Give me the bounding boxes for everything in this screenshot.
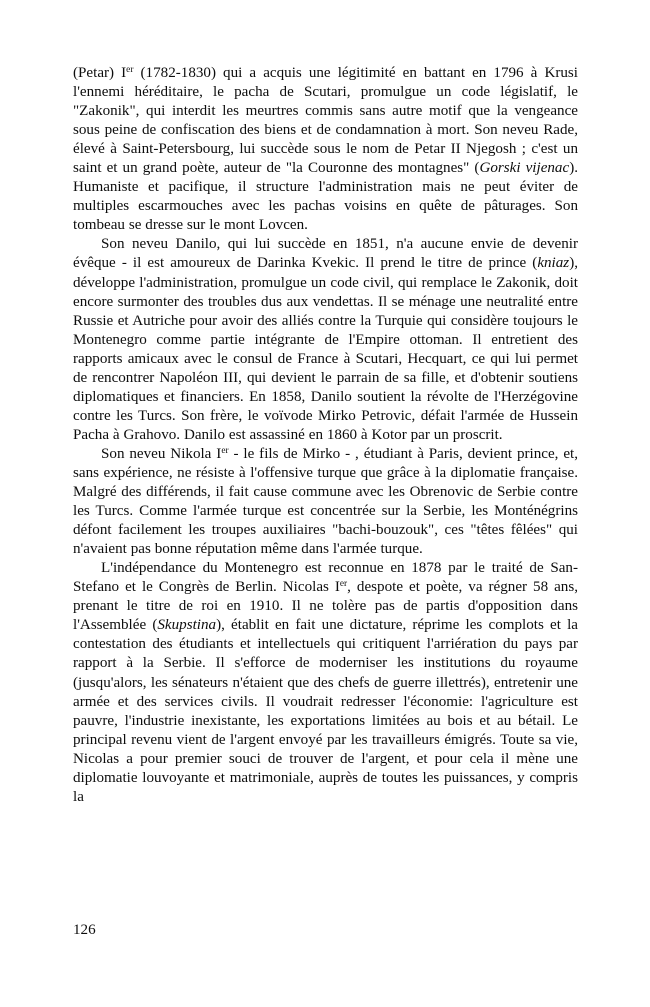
text-run: ). Humaniste et pacifique, il structure l'administration mais ne peut éviter de multiples escarmouches avec les pachas voisins en quête de pâturages. Son tombeau se dresse sur le mont Lovcen. xyxy=(73,160,578,234)
text-run: - le fils de Mirko - , étudiant à Paris, devient prince, et, sans expérience, ne résiste à l'offensive turque que grâce à la diplomatie française. Malgré des différends, il fait cause commune avec les Obrenovic de Serbie contre les Turcs. Comme l'armée turque est concentrée sur la Serbie, les Monténégrins défont facilement les troupes auxiliaires "bachi-bouzouk", ces "têtes fêlées" qui n'avaient pas bonne réputation même dans l'armée turque. xyxy=(73,445,578,558)
ordinal-superscript: er xyxy=(221,446,229,457)
page-number-folio: 126 xyxy=(73,922,96,938)
italic-term: kniaz xyxy=(537,255,570,272)
ordinal-superscript: er xyxy=(339,579,348,590)
paragraph-para-petar-i xyxy=(73,64,578,235)
paragraph-para-danilo xyxy=(73,235,578,445)
page-body-text xyxy=(73,64,578,807)
text-run: (1782-1830) qui a acquis une légitimité en battant en 1796 à Krusi l'ennemi héréditaire, le pacha de Scutari, promulgue un code législatif, le "Zakonik", qui interdit les meurtres commis sans autre motif que la vengeance sous peine de confiscation des biens et de condamnation à mort. Son neveu Rade, élevé à Saint-Petersbourg, lui succède sous le nom de Petar II Njegosh ; c'est un saint et un grand poète, auteur de "la Couronne des montagnes" ( xyxy=(73,65,578,177)
text-run: , despote et poète, va régner 58 ans, prenant le titre de roi en 1910. Il ne tolère pas de partis d'opposition dans l'Assemblée ( xyxy=(73,579,578,634)
text-run: ), développe l'administration, promulgue un code civil, qui remplace le Zakonik, doit encore surmonter des troubles dus aux vendettas. Il se ménage une neutralité entre Russie et Autriche pour avoir des alliés contre la Turquie qui considère toujours le Montenegro comme partie intégrante de l'Empire ottoman. Il entretient des rapports amicaux avec le consul de France à Scutari, Hecquart, ce qui lui permet de rencontrer Napoléon III, qui devient le parrain de sa fille, et d'obtenir soutiens diplomatiques et financiers. En 1858, Danilo soutient la révolte de l'Herzégovine contre les Turcs. Son frère, le voïvode Mirko Petrovic, défait l'armée de Hussein Pacha à Grahovo. Danilo est assassiné en 1860 à Kotor par un proscrit. xyxy=(73,255,578,443)
italic-term: Skupstina xyxy=(157,617,217,634)
text-run: ), établit en fait une dictature, réprime les complots et la contestation des étudiants et intellectuels qui critiquent l'arriération du pays par rapport à la Serbie. Il s'efforce de moderniser les institutions du royaume (jusqu'alors, les sénateurs n'étaient que des chefs de guerre illettrés), entretenir une armée et des services civils. Il voudrait redresser l'économie: l'agriculture est pauvre, l'industrie inexistante, les exportations limitées au bois et au bétail. Le principal revenu vient de l'argent envoyé par les travailleurs émigrés. Toute sa vie, Nicolas a pour premier souci de trouver de l'argent, et pour cela il mène une diplomatie louvoyante et matrimoniale, auprès de toutes les puissances, y compris la xyxy=(73,617,578,805)
text-run: (Petar) I xyxy=(73,65,127,81)
text-run: Son neveu Danilo, qui lui succède en 1851, n'a aucune envie de devenir évêque - il est amoureux de Darinka Kvekic. Il prend le titre de prince ( xyxy=(73,236,578,272)
paragraph-para-nikola xyxy=(73,445,578,559)
ordinal-superscript: er xyxy=(126,65,134,76)
text-run: Son neveu Nikola I xyxy=(101,445,222,462)
italic-term: Gorski vijenac xyxy=(479,160,570,177)
text-run: L'indépendance du Montenegro est reconnue en 1878 par le traité de San-Stefano et le Congrès de Berlin. Nicolas I xyxy=(73,560,578,596)
paragraph-para-independance xyxy=(73,559,578,807)
